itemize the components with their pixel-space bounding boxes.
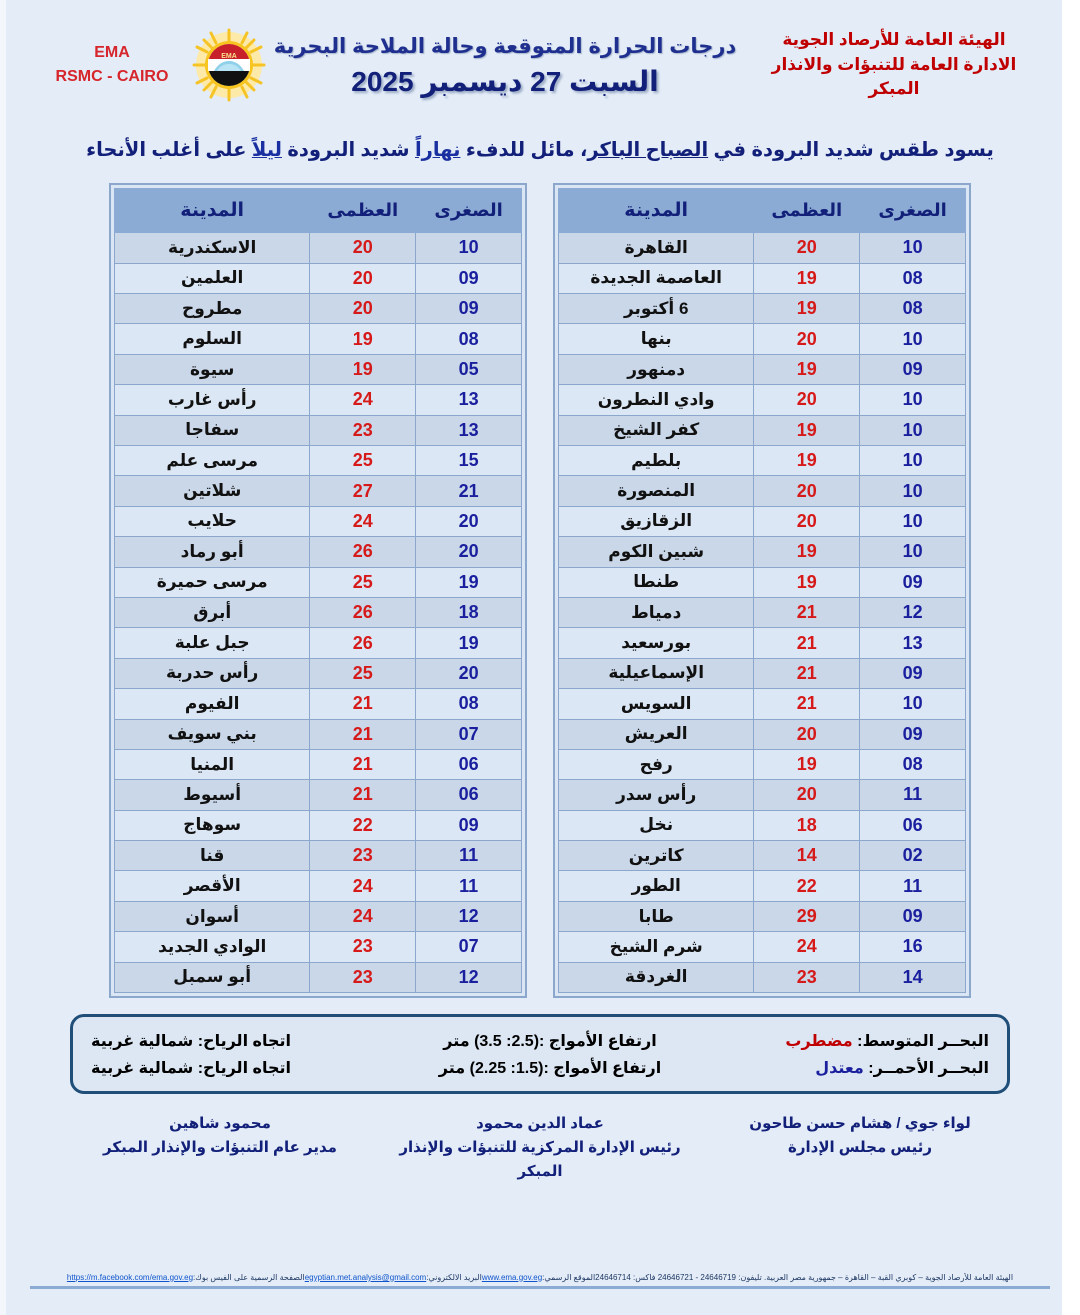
table-row bbox=[115, 537, 522, 567]
table-row bbox=[559, 871, 966, 901]
cell-city-name: بورسعيد bbox=[559, 628, 754, 658]
cell-min-temp: 09 bbox=[860, 901, 966, 931]
cell-min-temp: 11 bbox=[416, 871, 522, 901]
cell-city-name: الزقازيق bbox=[559, 506, 754, 536]
table-row bbox=[115, 445, 522, 475]
cell-min-temp: 18 bbox=[416, 597, 522, 627]
table-row bbox=[115, 294, 522, 324]
page-title: درجات الحرارة المتوقعة وحالة الملاحة البحرية bbox=[273, 35, 737, 58]
table-row bbox=[559, 780, 966, 810]
cell-min-temp: 09 bbox=[416, 294, 522, 324]
cell-min-temp: 08 bbox=[416, 689, 522, 719]
footer-site-label: الموقع الرسمي: bbox=[542, 1272, 596, 1282]
column-header-min: الصغرى bbox=[860, 189, 966, 233]
cell-min-temp: 08 bbox=[860, 294, 966, 324]
marine-conditions-box bbox=[70, 1014, 1010, 1094]
cell-max-temp: 20 bbox=[310, 263, 416, 293]
cell-city-name: العلمين bbox=[115, 263, 310, 293]
agency-name: الهيئة العامة للأرصاد الجوية bbox=[782, 30, 1006, 50]
table-row bbox=[115, 658, 522, 688]
summary-part-5: شديد البرودة bbox=[281, 139, 415, 161]
cell-max-temp: 19 bbox=[754, 415, 860, 445]
cell-city-name: رأس غارب bbox=[115, 385, 310, 415]
cell-max-temp: 21 bbox=[754, 689, 860, 719]
cell-city-name: الفيوم bbox=[115, 689, 310, 719]
footer-contact-line bbox=[30, 1273, 1050, 1283]
left-table-wrapper bbox=[109, 183, 527, 998]
cell-max-temp: 19 bbox=[310, 354, 416, 384]
table-row bbox=[559, 385, 966, 415]
cell-city-name: المنيا bbox=[115, 749, 310, 779]
signature-title: رئيس الإدارة المركزية للتنبؤات والإنذار المبكر bbox=[399, 1139, 681, 1181]
cell-max-temp: 26 bbox=[310, 597, 416, 627]
cell-min-temp: 09 bbox=[860, 658, 966, 688]
cell-city-name: بلطيم bbox=[559, 445, 754, 475]
cell-city-name: السلوم bbox=[115, 324, 310, 354]
footer-email-label: البريد الالكتروني: bbox=[426, 1272, 482, 1282]
ema-sun-logo-icon bbox=[192, 28, 266, 102]
table-row bbox=[115, 354, 522, 384]
cell-city-name: مرسى علم bbox=[115, 445, 310, 475]
signature-title: رئيس مجلس الإدارة bbox=[788, 1139, 932, 1157]
cell-max-temp: 19 bbox=[754, 537, 860, 567]
signature-name: محمود شاهين bbox=[169, 1115, 271, 1133]
table-header-row bbox=[115, 189, 522, 233]
summary-part-2: الصباح الباكر bbox=[587, 139, 709, 161]
right-temperature-table bbox=[558, 188, 966, 993]
table-row bbox=[559, 263, 966, 293]
table-row bbox=[115, 719, 522, 749]
cell-max-temp: 21 bbox=[310, 780, 416, 810]
table-row bbox=[559, 628, 966, 658]
cell-max-temp: 20 bbox=[754, 233, 860, 263]
cell-max-temp: 24 bbox=[310, 506, 416, 536]
table-row bbox=[559, 354, 966, 384]
cell-city-name: قنا bbox=[115, 841, 310, 871]
cell-city-name: السويس bbox=[559, 689, 754, 719]
forecast-date: السبت 27 ديسمبر 2025 bbox=[351, 66, 659, 97]
cell-max-temp: 20 bbox=[754, 719, 860, 749]
cell-city-name: أسيوط bbox=[115, 780, 310, 810]
table-row bbox=[115, 506, 522, 536]
cell-max-temp: 25 bbox=[310, 445, 416, 475]
cell-min-temp: 10 bbox=[860, 689, 966, 719]
cell-min-temp: 09 bbox=[416, 263, 522, 293]
cell-min-temp: 07 bbox=[416, 719, 522, 749]
cell-min-temp: 11 bbox=[860, 780, 966, 810]
cell-min-temp: 06 bbox=[416, 749, 522, 779]
cell-max-temp: 23 bbox=[310, 415, 416, 445]
cell-min-temp: 10 bbox=[860, 476, 966, 506]
cell-max-temp: 25 bbox=[310, 658, 416, 688]
table-row bbox=[559, 810, 966, 840]
cell-min-temp: 07 bbox=[416, 932, 522, 962]
cell-city-name: رفح bbox=[559, 749, 754, 779]
cell-city-name: أبو رماد bbox=[115, 537, 310, 567]
cell-min-temp: 09 bbox=[860, 567, 966, 597]
rsmc-cairo-label: RSMC - CAIRO bbox=[55, 68, 169, 85]
cell-min-temp: 09 bbox=[860, 354, 966, 384]
table-row bbox=[559, 294, 966, 324]
cell-city-name: الأقصر bbox=[115, 871, 310, 901]
table-row bbox=[115, 597, 522, 627]
cell-city-name: كفر الشيخ bbox=[559, 415, 754, 445]
cell-max-temp: 24 bbox=[310, 871, 416, 901]
cell-city-name: نخل bbox=[559, 810, 754, 840]
footer-site-link[interactable]: www.ema.gov.eg bbox=[481, 1272, 543, 1282]
cell-min-temp: 08 bbox=[860, 263, 966, 293]
table-row bbox=[559, 233, 966, 263]
cell-city-name: الطور bbox=[559, 871, 754, 901]
cell-max-temp: 21 bbox=[754, 597, 860, 627]
table-row bbox=[115, 567, 522, 597]
table-row bbox=[115, 841, 522, 871]
right-table-wrapper bbox=[553, 183, 971, 998]
cell-city-name: القاهرة bbox=[559, 233, 754, 263]
table-row bbox=[115, 476, 522, 506]
agency-identity bbox=[744, 28, 1044, 102]
summary-part-7: على أغلب الأنحاء bbox=[86, 139, 252, 161]
cell-city-name: حلايب bbox=[115, 506, 310, 536]
page-footer bbox=[0, 1273, 1080, 1289]
table-row bbox=[559, 962, 966, 992]
cell-max-temp: 20 bbox=[754, 476, 860, 506]
table-row bbox=[115, 749, 522, 779]
cell-max-temp: 20 bbox=[310, 294, 416, 324]
cell-min-temp: 20 bbox=[416, 506, 522, 536]
table-row bbox=[115, 901, 522, 931]
left-temperature-table bbox=[114, 188, 522, 993]
cell-min-temp: 02 bbox=[860, 841, 966, 871]
table-row bbox=[559, 415, 966, 445]
sea-wave-height-red-sea: ارتفاع الأمواج :(1.5: 2.25) متر bbox=[438, 1059, 662, 1077]
cell-city-name: طنطا bbox=[559, 567, 754, 597]
weather-summary bbox=[0, 130, 1080, 167]
cell-min-temp: 08 bbox=[860, 749, 966, 779]
cell-city-name: أبو سمبل bbox=[115, 962, 310, 992]
cell-max-temp: 22 bbox=[310, 810, 416, 840]
sea-name-mediterranean bbox=[719, 1031, 989, 1051]
cell-min-temp: 10 bbox=[860, 537, 966, 567]
cell-max-temp: 19 bbox=[754, 567, 860, 597]
cell-min-temp: 10 bbox=[860, 506, 966, 536]
cell-min-temp: 13 bbox=[416, 385, 522, 415]
footer-divider bbox=[30, 1286, 1050, 1289]
cell-max-temp: 23 bbox=[310, 962, 416, 992]
table-row bbox=[559, 658, 966, 688]
signature-3 bbox=[700, 1112, 1020, 1184]
cell-city-name: 6 أكتوبر bbox=[559, 294, 754, 324]
table-row bbox=[559, 506, 966, 536]
table-row bbox=[115, 780, 522, 810]
table-row bbox=[559, 567, 966, 597]
cell-min-temp: 10 bbox=[860, 385, 966, 415]
table-row bbox=[559, 749, 966, 779]
table-row bbox=[115, 263, 522, 293]
cell-city-name: الوادي الجديد bbox=[115, 932, 310, 962]
cell-min-temp: 10 bbox=[860, 415, 966, 445]
cell-max-temp: 20 bbox=[754, 780, 860, 810]
cell-city-name: المنصورة bbox=[559, 476, 754, 506]
summary-part-1: يسود طقس شديد البرودة في bbox=[708, 139, 994, 161]
cell-city-name: بني سويف bbox=[115, 719, 310, 749]
cell-city-name: مطروح bbox=[115, 294, 310, 324]
cell-city-name: دمنهور bbox=[559, 354, 754, 384]
cell-max-temp: 24 bbox=[310, 901, 416, 931]
column-header-max: العظمى bbox=[310, 189, 416, 233]
sea-wave-height-mediterranean: ارتفاع الأمواج :(2.5: 3.5) متر bbox=[443, 1032, 657, 1050]
column-header-city: المدينة bbox=[559, 189, 754, 233]
cell-max-temp: 27 bbox=[310, 476, 416, 506]
cell-city-name: كاترين bbox=[559, 841, 754, 871]
cell-max-temp: 19 bbox=[754, 354, 860, 384]
cell-city-name: شبين الكوم bbox=[559, 537, 754, 567]
cell-min-temp: 09 bbox=[860, 719, 966, 749]
cell-max-temp: 25 bbox=[310, 567, 416, 597]
cell-max-temp: 14 bbox=[754, 841, 860, 871]
cell-min-temp: 20 bbox=[416, 658, 522, 688]
table-row bbox=[115, 324, 522, 354]
cell-min-temp: 16 bbox=[860, 932, 966, 962]
cell-city-name: سوهاج bbox=[115, 810, 310, 840]
cell-city-name: جبل علبة bbox=[115, 628, 310, 658]
cell-max-temp: 19 bbox=[754, 263, 860, 293]
cell-max-temp: 23 bbox=[310, 932, 416, 962]
cell-city-name: رأس حدربة bbox=[115, 658, 310, 688]
cell-min-temp: 09 bbox=[416, 810, 522, 840]
cell-min-temp: 10 bbox=[860, 324, 966, 354]
footer-email-link[interactable]: egyptian.met.analysis@gmail.com bbox=[304, 1272, 427, 1282]
cell-city-name: وادي النطرون bbox=[559, 385, 754, 415]
cell-min-temp: 20 bbox=[416, 537, 522, 567]
table-row bbox=[115, 233, 522, 263]
cell-min-temp: 10 bbox=[860, 445, 966, 475]
cell-city-name: مرسى حميرة bbox=[115, 567, 310, 597]
cell-max-temp: 21 bbox=[310, 689, 416, 719]
cell-min-temp: 10 bbox=[860, 233, 966, 263]
cell-max-temp: 21 bbox=[754, 628, 860, 658]
cell-city-name: العاصمة الجديدة bbox=[559, 263, 754, 293]
sea-name-red-sea bbox=[719, 1058, 989, 1078]
svg-text:EMA: EMA bbox=[221, 53, 237, 60]
sea-state: معتدل bbox=[815, 1059, 864, 1077]
footer-address: الهيئة العامة للأرصاد الجوية – كوبري القبة – القاهرة – جمهورية مصر العربية. تليفون: 24646719 - 24646721 فاكس: 24646714 bbox=[595, 1272, 1014, 1282]
cell-max-temp: 20 bbox=[754, 385, 860, 415]
signature-name: لواء جوي / هشام حسن طاحون bbox=[749, 1115, 971, 1133]
cell-min-temp: 13 bbox=[416, 415, 522, 445]
table-row bbox=[559, 445, 966, 475]
cell-city-name: أسوان bbox=[115, 901, 310, 931]
ema-label bbox=[42, 41, 182, 89]
cell-max-temp: 23 bbox=[310, 841, 416, 871]
cell-max-temp: 22 bbox=[754, 871, 860, 901]
table-row bbox=[115, 810, 522, 840]
cell-city-name: رأس سدر bbox=[559, 780, 754, 810]
table-row bbox=[559, 932, 966, 962]
column-header-min: الصغرى bbox=[416, 189, 522, 233]
sea-wind-direction-mediterranean: اتجاه الرياح: شمالية غربية bbox=[91, 1032, 291, 1050]
sea-row-red-sea bbox=[91, 1054, 989, 1081]
table-row bbox=[115, 689, 522, 719]
cell-min-temp: 06 bbox=[860, 810, 966, 840]
cell-city-name: الإسماعيلية bbox=[559, 658, 754, 688]
cell-city-name: شلاتين bbox=[115, 476, 310, 506]
cell-min-temp: 11 bbox=[860, 871, 966, 901]
page-right-gutter bbox=[1062, 0, 1080, 1315]
sea-wind-direction-red-sea: اتجاه الرياح: شمالية غربية bbox=[91, 1059, 291, 1077]
footer-facebook-link[interactable]: https://m.facebook.com/ema.gov.eg bbox=[66, 1272, 194, 1282]
cell-min-temp: 19 bbox=[416, 628, 522, 658]
cell-min-temp: 21 bbox=[416, 476, 522, 506]
cell-min-temp: 10 bbox=[416, 233, 522, 263]
table-row bbox=[115, 962, 522, 992]
signature-name: عماد الدين محمود bbox=[476, 1115, 604, 1133]
table-row bbox=[115, 628, 522, 658]
cell-min-temp: 06 bbox=[416, 780, 522, 810]
summary-part-4: نهاراً bbox=[415, 139, 461, 161]
cell-max-temp: 29 bbox=[754, 901, 860, 931]
left-table-body bbox=[115, 233, 522, 993]
cell-min-temp: 19 bbox=[416, 567, 522, 597]
cell-min-temp: 05 bbox=[416, 354, 522, 384]
sea-row-mediterranean bbox=[91, 1027, 989, 1054]
cell-city-name: الاسكندرية bbox=[115, 233, 310, 263]
table-row bbox=[559, 901, 966, 931]
cell-max-temp: 26 bbox=[310, 628, 416, 658]
summary-part-6: ليلاً bbox=[251, 139, 282, 161]
cell-max-temp: 20 bbox=[754, 324, 860, 354]
cell-max-temp: 20 bbox=[310, 233, 416, 263]
cell-city-name: العريش bbox=[559, 719, 754, 749]
document-title-block bbox=[266, 34, 744, 98]
temperature-tables bbox=[0, 167, 1080, 998]
column-header-city: المدينة bbox=[115, 189, 310, 233]
table-row bbox=[115, 385, 522, 415]
cell-max-temp: 24 bbox=[754, 932, 860, 962]
cell-city-name: شرم الشيخ bbox=[559, 932, 754, 962]
cell-city-name: سفاجا bbox=[115, 415, 310, 445]
cell-city-name: سيوة bbox=[115, 354, 310, 384]
cell-max-temp: 24 bbox=[310, 385, 416, 415]
table-row bbox=[559, 689, 966, 719]
cell-min-temp: 08 bbox=[416, 324, 522, 354]
cell-max-temp: 21 bbox=[310, 749, 416, 779]
table-row bbox=[559, 476, 966, 506]
signature-1 bbox=[60, 1112, 380, 1184]
cell-city-name: بنها bbox=[559, 324, 754, 354]
table-row bbox=[559, 537, 966, 567]
cell-max-temp: 19 bbox=[310, 324, 416, 354]
sea-label: البحــر الأحمــر: bbox=[868, 1059, 989, 1077]
cell-max-temp: 18 bbox=[754, 810, 860, 840]
page-left-edge bbox=[0, 0, 6, 1315]
ema-acronym: EMA bbox=[94, 44, 130, 61]
summary-part-3: ، مائل للدفء bbox=[460, 139, 588, 161]
cell-min-temp: 12 bbox=[860, 597, 966, 627]
agency-department: الادارة العامة للتنبؤات والانذار المبكر bbox=[771, 54, 1017, 99]
signature-title: مدير عام التنبؤات والإنذار المبكر bbox=[103, 1139, 337, 1157]
cell-max-temp: 20 bbox=[754, 506, 860, 536]
column-header-max: العظمى bbox=[754, 189, 860, 233]
cell-city-name: أبرق bbox=[115, 597, 310, 627]
ema-branding bbox=[36, 28, 266, 102]
cell-max-temp: 21 bbox=[754, 658, 860, 688]
sea-state: مضطرب bbox=[785, 1032, 853, 1050]
cell-max-temp: 19 bbox=[754, 294, 860, 324]
table-row bbox=[115, 415, 522, 445]
footer-facebook-label: الصفحة الرسمية على الفيس بوك: bbox=[193, 1272, 305, 1282]
table-header-row bbox=[559, 189, 966, 233]
cell-city-name: دمياط bbox=[559, 597, 754, 627]
cell-max-temp: 19 bbox=[754, 445, 860, 475]
cell-max-temp: 21 bbox=[310, 719, 416, 749]
cell-max-temp: 26 bbox=[310, 537, 416, 567]
cell-max-temp: 23 bbox=[754, 962, 860, 992]
table-row bbox=[115, 871, 522, 901]
cell-min-temp: 15 bbox=[416, 445, 522, 475]
table-row bbox=[559, 719, 966, 749]
table-row bbox=[559, 597, 966, 627]
cell-min-temp: 11 bbox=[416, 841, 522, 871]
page-header bbox=[0, 0, 1080, 130]
table-row bbox=[115, 932, 522, 962]
signature-block bbox=[0, 1094, 1080, 1184]
sea-label: البحــر المتوسط: bbox=[857, 1032, 989, 1050]
cell-min-temp: 12 bbox=[416, 962, 522, 992]
cell-min-temp: 12 bbox=[416, 901, 522, 931]
cell-min-temp: 13 bbox=[860, 628, 966, 658]
table-row bbox=[559, 324, 966, 354]
table-row bbox=[559, 841, 966, 871]
cell-min-temp: 14 bbox=[860, 962, 966, 992]
signature-2 bbox=[380, 1112, 700, 1184]
cell-max-temp: 19 bbox=[754, 749, 860, 779]
cell-city-name: طابا bbox=[559, 901, 754, 931]
right-table-body bbox=[559, 233, 966, 993]
cell-city-name: الغردقة bbox=[559, 962, 754, 992]
